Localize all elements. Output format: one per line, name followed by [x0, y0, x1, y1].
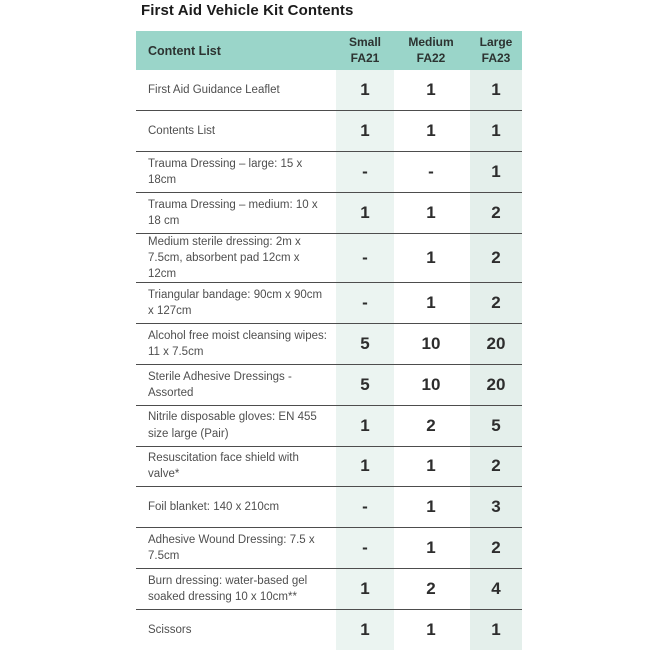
- row-value-small: 1: [336, 610, 394, 650]
- row-gap: [394, 193, 404, 233]
- row-gap: [458, 324, 470, 364]
- header-large-fa23: [470, 35, 522, 66]
- row-label: Alcohol free moist cleansing wipes: 11 x 7.5cm: [148, 329, 327, 358]
- row-value-large: 2: [470, 528, 522, 568]
- table-row: [136, 365, 522, 406]
- row-value-medium: 1: [426, 120, 436, 140]
- row-value-large: 4: [470, 569, 522, 609]
- row-value-large: 20: [470, 324, 522, 364]
- row-value-small: 1: [336, 70, 394, 110]
- row-gap: [458, 283, 470, 323]
- row-gap: [394, 447, 404, 487]
- row-gap: [394, 152, 404, 192]
- page-title: First Aid Vehicle Kit Contents: [141, 2, 354, 19]
- row-gap: [394, 70, 404, 110]
- row-value-small: -: [336, 152, 394, 192]
- table-row: [136, 610, 522, 650]
- row-value-small: -: [336, 487, 394, 527]
- row-gap: [458, 152, 470, 192]
- row-value-medium: 1: [426, 247, 436, 267]
- row-value-large: 2: [470, 234, 522, 282]
- row-value-large: 1: [470, 610, 522, 650]
- row-gap: [458, 193, 470, 233]
- row-value-medium: 1: [426, 456, 436, 476]
- row-value-medium: 1: [426, 79, 436, 99]
- row-label: Triangular bandage: 90cm x 90cm x 127cm: [148, 288, 323, 317]
- header-large-size: Large: [479, 34, 513, 49]
- row-label: Foil blanket: 140 x 210cm: [148, 501, 280, 514]
- row-value-medium: 1: [426, 497, 436, 517]
- table-row: [136, 447, 522, 488]
- row-value-large: 5: [470, 406, 522, 446]
- row-gap: [458, 528, 470, 568]
- table-row: [136, 406, 522, 447]
- row-value-medium: 1: [426, 538, 436, 558]
- row-value-small: 1: [336, 111, 394, 151]
- row-label: Adhesive Wound Dressing: 7.5 x 7.5cm: [148, 534, 315, 563]
- row-gap: [394, 234, 404, 282]
- header-medium-code: FA22: [416, 50, 446, 65]
- row-value-medium: 1: [426, 202, 436, 222]
- row-gap: [394, 569, 404, 609]
- row-gap: [394, 111, 404, 151]
- row-value-large: 1: [470, 152, 522, 192]
- row-label: Resuscitation face shield with valve*: [148, 452, 299, 481]
- row-value-small: -: [336, 283, 394, 323]
- row-gap: [458, 487, 470, 527]
- row-value-large: 3: [470, 487, 522, 527]
- row-value-small: 5: [336, 324, 394, 364]
- table-row: [136, 324, 522, 365]
- table-header-row: [136, 31, 522, 70]
- row-value-medium: 2: [426, 415, 436, 435]
- table-row: [136, 193, 522, 234]
- row-label: Contents List: [148, 124, 216, 137]
- table-row: [136, 487, 522, 528]
- table-row: [136, 70, 522, 111]
- row-gap: [394, 610, 404, 650]
- row-value-medium: 1: [426, 620, 436, 640]
- row-value-large: 2: [470, 283, 522, 323]
- row-value-small: 1: [336, 193, 394, 233]
- table-body: [136, 70, 522, 650]
- table-row: [136, 234, 522, 283]
- row-value-small: 1: [336, 569, 394, 609]
- row-value-medium: 1: [426, 292, 436, 312]
- row-label: Trauma Dressing – medium: 10 x 18 cm: [148, 198, 318, 227]
- row-value-large: 1: [470, 111, 522, 151]
- table-row: [136, 152, 522, 193]
- row-gap: [394, 528, 404, 568]
- table-row: [136, 111, 522, 152]
- row-gap: [458, 111, 470, 151]
- row-value-small: -: [336, 528, 394, 568]
- row-label: First Aid Guidance Leaflet: [148, 83, 280, 96]
- header-large-code: FA23: [481, 50, 511, 65]
- table-row: [136, 528, 522, 569]
- row-gap: [458, 234, 470, 282]
- row-label: Nitrile disposable gloves: EN 455 size large (Pair): [148, 411, 317, 440]
- row-value-small: 1: [336, 406, 394, 446]
- row-value-small: -: [336, 234, 394, 282]
- row-value-medium: -: [428, 161, 434, 181]
- row-value-large: 2: [470, 193, 522, 233]
- row-value-large: 2: [470, 447, 522, 487]
- row-gap: [458, 447, 470, 487]
- row-value-medium: 10: [421, 333, 441, 353]
- table-row: [136, 283, 522, 324]
- row-value-medium: 10: [421, 374, 441, 394]
- row-gap: [394, 365, 404, 405]
- row-label: Medium sterile dressing: 2m x 7.5cm, absorbent pad 12cm x 12cm: [148, 235, 301, 280]
- header-medium-fa22: [404, 35, 458, 66]
- row-gap: [394, 324, 404, 364]
- row-value-medium: 2: [426, 579, 436, 599]
- row-gap: [394, 283, 404, 323]
- row-value-small: 1: [336, 447, 394, 487]
- header-small-code: FA21: [350, 50, 380, 65]
- table-row: [136, 569, 522, 610]
- header-medium-size: Medium: [408, 34, 454, 49]
- row-gap: [458, 406, 470, 446]
- header-small-size: Small: [348, 34, 381, 49]
- row-label: Scissors: [148, 624, 192, 637]
- row-gap: [394, 487, 404, 527]
- row-gap: [458, 610, 470, 650]
- row-label: Burn dressing: water-based gel soaked dressing 10 x 10cm**: [148, 575, 308, 604]
- row-label: Trauma Dressing – large: 15 x 18cm: [148, 157, 303, 186]
- row-value-large: 20: [470, 365, 522, 405]
- row-gap: [458, 569, 470, 609]
- row-value-small: 5: [336, 365, 394, 405]
- contents-table: [136, 31, 522, 650]
- row-value-large: 1: [470, 70, 522, 110]
- row-gap: [458, 70, 470, 110]
- header-small-fa21: [336, 35, 394, 66]
- row-label: Sterile Adhesive Dressings - Assorted: [148, 370, 292, 399]
- header-content-list: Content List: [148, 43, 221, 58]
- row-gap: [394, 406, 404, 446]
- row-gap: [458, 365, 470, 405]
